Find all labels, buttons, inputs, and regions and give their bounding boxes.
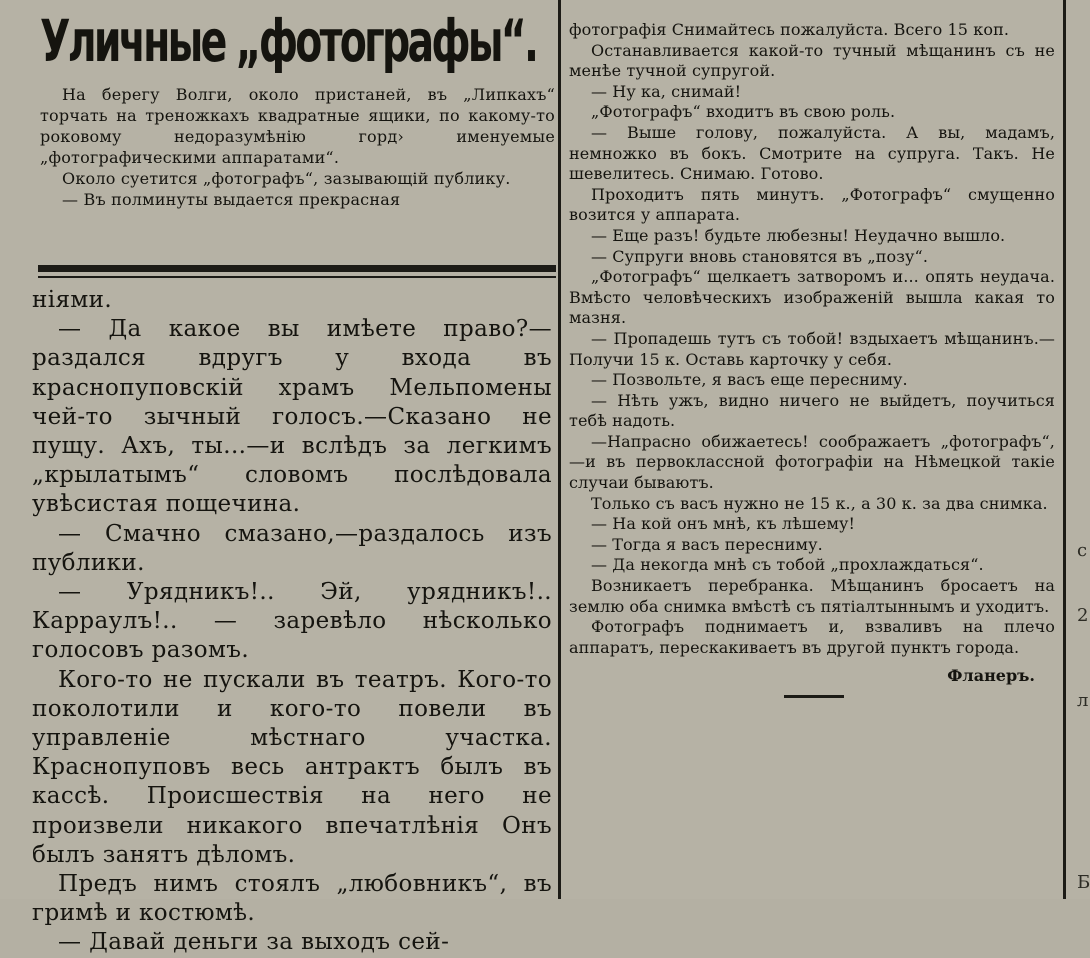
- right-paragraph-11: — Позвольте, я васъ еще пересниму.: [591, 370, 908, 390]
- right-paragraph-17: — Да некогда мнѣ съ тобой „прохлаждаться“.: [591, 555, 984, 575]
- continuation-paragraph-1: ніями.: [32, 287, 113, 313]
- right-paragraph-19: Фотографъ поднимаетъ и, взваливъ на плечо аппаратъ, перескакиваетъ въ другой пунктъ города.: [569, 617, 1055, 657]
- right-column: [569, 20, 1055, 899]
- right-paragraph-12: — Нѣть ужъ, видно ничего не выйдетъ, поучиться тебѣ надоть.: [569, 390, 1055, 431]
- continuation-paragraph-2: — Да какое вы имѣете право?— раздался вдругъ у входа въ краснопуповскій храмъ Мельпомены чей-то зычный голосъ.—Сказано не пущу. Ахъ, ты...—и вслѣдъ за легкимъ „крылатымъ“ словомъ послѣдовала увѣсистая пощечина.: [32, 316, 552, 518]
- right-paragraph-15: — На кой онъ мнѣ, къ лѣшему!: [591, 514, 856, 534]
- right-paragraph-7: — Еще разъ! будьте любезны! Неудачно вышло.: [591, 225, 1006, 245]
- intro-paragraph-1: На берегу Волги, около пристаней, въ „Липкахъ“ торчать на треножкахъ квадратные ящики, по какому-то роковому недоразумѣнію горд› именуемые „фотографическими аппаратами“.: [40, 85, 555, 167]
- edge-fragment-1: с: [1077, 540, 1088, 561]
- edge-fragment-3: 2: [1077, 605, 1089, 626]
- edge-fragment-4: Б: [1077, 872, 1090, 893]
- continuation-paragraph-4: — Урядникъ!.. Эй, урядникъ!.. Карраулъ!.. — заревѣло нѣсколько голосовъ разомъ.: [32, 579, 552, 664]
- right-paragraph-10: — Пропадешь тутъ съ тобой! вздыхаетъ мѣщанинъ.—Получи 15 к. Оставь карточку у себя.: [569, 328, 1055, 369]
- right-paragraph-9: „Фотографъ“ щелкаетъ затворомъ и... опять неудача. Вмѣсто человѣческихъ изображеній вышла какая то мазня.: [569, 267, 1055, 328]
- intro-paragraph-3: — Въ полминуты выдается прекрасная: [62, 190, 401, 209]
- right-paragraph-5: — Выше голову, пожалуйста. А вы, мадамъ, немножко въ бокъ. Смотрите на супруга. Такъ. Не шевелитесь. Снимаю. Готово.: [569, 122, 1055, 184]
- continuation-paragraph-7: — Давай деньги за выходъ сей-: [58, 929, 450, 956]
- continuation-paragraph-6: Предъ нимъ стоялъ „любовникъ“, въ гримѣ и костюмѣ.: [32, 871, 552, 927]
- section-divider-thin: [38, 276, 556, 278]
- edge-fragment-2: л: [1077, 690, 1089, 711]
- right-paragraph-18: Возникаетъ перебранка. Мѣщанинъ бросаетъ на землю оба снимка вмѣстѣ съ пятіалтыннымъ и уходитъ.: [569, 576, 1055, 616]
- right-paragraph-6: Проходитъ пять минутъ. „Фотографъ“ смущенно возится у аппарата.: [569, 184, 1055, 225]
- article-end-rule: [784, 695, 844, 698]
- right-paragraph-14: Только съ васъ нужно не 15 к., а 30 к. за два снимка.: [591, 493, 1048, 513]
- right-paragraph-1: фотографія Снимайтесь пожалуйста. Всего 15 коп.: [569, 20, 1010, 39]
- article-signature: Фланеръ.: [947, 666, 1035, 686]
- continuation-paragraph-3: — Смачно смазано,—раздалось изъ публики.: [32, 520, 552, 576]
- right-paragraph-2: Останавливается какой-то тучный мѣщанинъ съ не менѣе тучной супругой.: [569, 40, 1055, 81]
- article-headline: Уличные „фотографы“.: [40, 7, 537, 75]
- right-paragraph-8: — Супруги вновь становятся въ „позу“.: [591, 246, 929, 266]
- intro-paragraph-2: Около суетится „фотографъ“, зазывающій публику.: [62, 169, 511, 188]
- section-divider-thick: [38, 265, 556, 272]
- left-column-continuation: [32, 286, 552, 956]
- right-paragraph-16: — Тогда я васъ пересниму.: [591, 534, 823, 554]
- left-column-top: [40, 7, 555, 266]
- right-paragraph-13: —Напрасно обижаетесь! соображаетъ „фотографъ“,—и въ первоклассной фотографіи на Нѣмецкой такіе случаи бываютъ.: [569, 431, 1055, 493]
- column-rule-middle: [558, 0, 561, 899]
- right-paragraph-4: „Фотографъ“ входитъ въ свою роль.: [591, 102, 896, 122]
- column-rule-right: [1063, 0, 1066, 899]
- continuation-paragraph-5: Кого-то не пускали въ театръ. Кого-то поколотили и кого-то повели въ управленіе мѣстнаго участка. Краснопуповъ весь антрактъ былъ въ кассѣ. Происшествія на него не произвели никакого впечатлѣнія Онъ былъ занятъ дѣломъ.: [32, 666, 552, 868]
- right-paragraph-3: — Ну ка, снимай!: [591, 81, 742, 101]
